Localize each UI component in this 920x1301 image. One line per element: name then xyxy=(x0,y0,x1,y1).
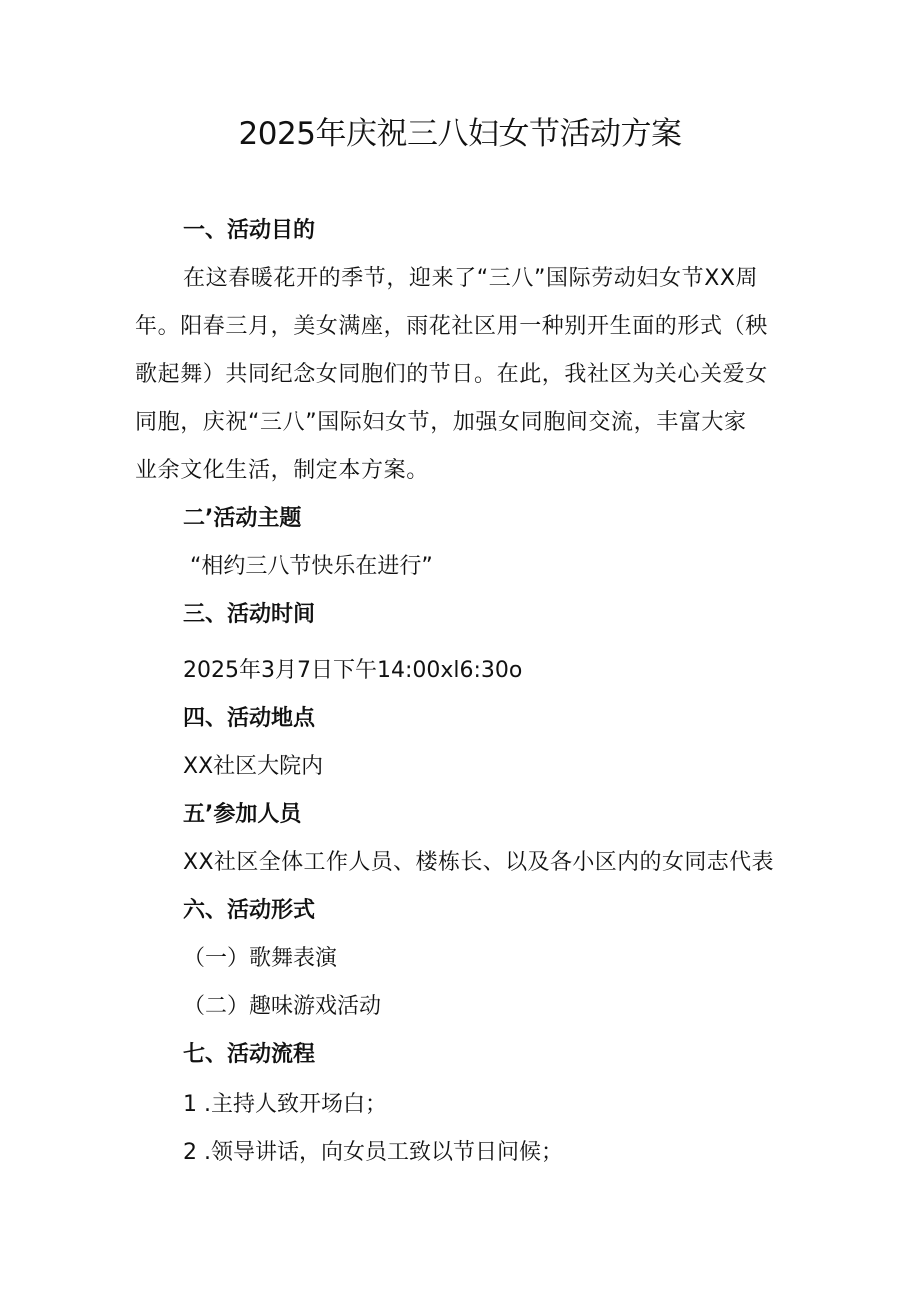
time-text: 2025年3月7日下午14:00xl6:30o xyxy=(183,658,523,683)
section-heading-purpose: 一、活动目的 xyxy=(183,218,316,243)
theme-text: “相约三八节快乐在进行” xyxy=(190,554,433,579)
section-heading-location: 四、活动地点 xyxy=(183,706,316,731)
purpose-line-5: 业余文化生活，制定本方案。 xyxy=(135,458,429,483)
process-step-1: 1 .主持人致开场白； xyxy=(183,1092,387,1117)
section-heading-participants: 五’参加人员 xyxy=(183,802,302,827)
participants-text: XX社区全体工作人员、楼栋长、以及各小区内的女同志代表 xyxy=(183,850,774,875)
process-step-2: 2 .领导讲话，向女员工致以节日问候； xyxy=(183,1140,563,1165)
document-title: 2025年庆祝三八妇女节活动方案 xyxy=(238,116,682,152)
purpose-line-1: 在这春暖花开的季节，迎来了“三八”国际劳动妇女节XX周 xyxy=(183,266,759,291)
purpose-line-2: 年。阳春三月，美女满座，雨花社区用一种别开生面的形式（秧 xyxy=(135,314,768,339)
format-item-2: （二）趣味游戏活动 xyxy=(183,994,382,1019)
section-heading-process: 七、活动流程 xyxy=(183,1042,316,1067)
purpose-line-3: 歌起舞）共同纪念女同胞们的节日。在此，我社区为关心关爱女 xyxy=(135,362,768,387)
section-heading-theme: 二’活动主题 xyxy=(183,506,302,531)
purpose-line-4: 同胞，庆祝“三八”国际妇女节，加强女同胞间交流，丰富大家 xyxy=(135,410,747,435)
section-heading-time: 三、活动时间 xyxy=(183,602,316,627)
section-heading-format: 六、活动形式 xyxy=(183,898,316,923)
format-item-1: （一）歌舞表演 xyxy=(183,946,338,971)
location-text: XX社区大院内 xyxy=(183,754,324,779)
